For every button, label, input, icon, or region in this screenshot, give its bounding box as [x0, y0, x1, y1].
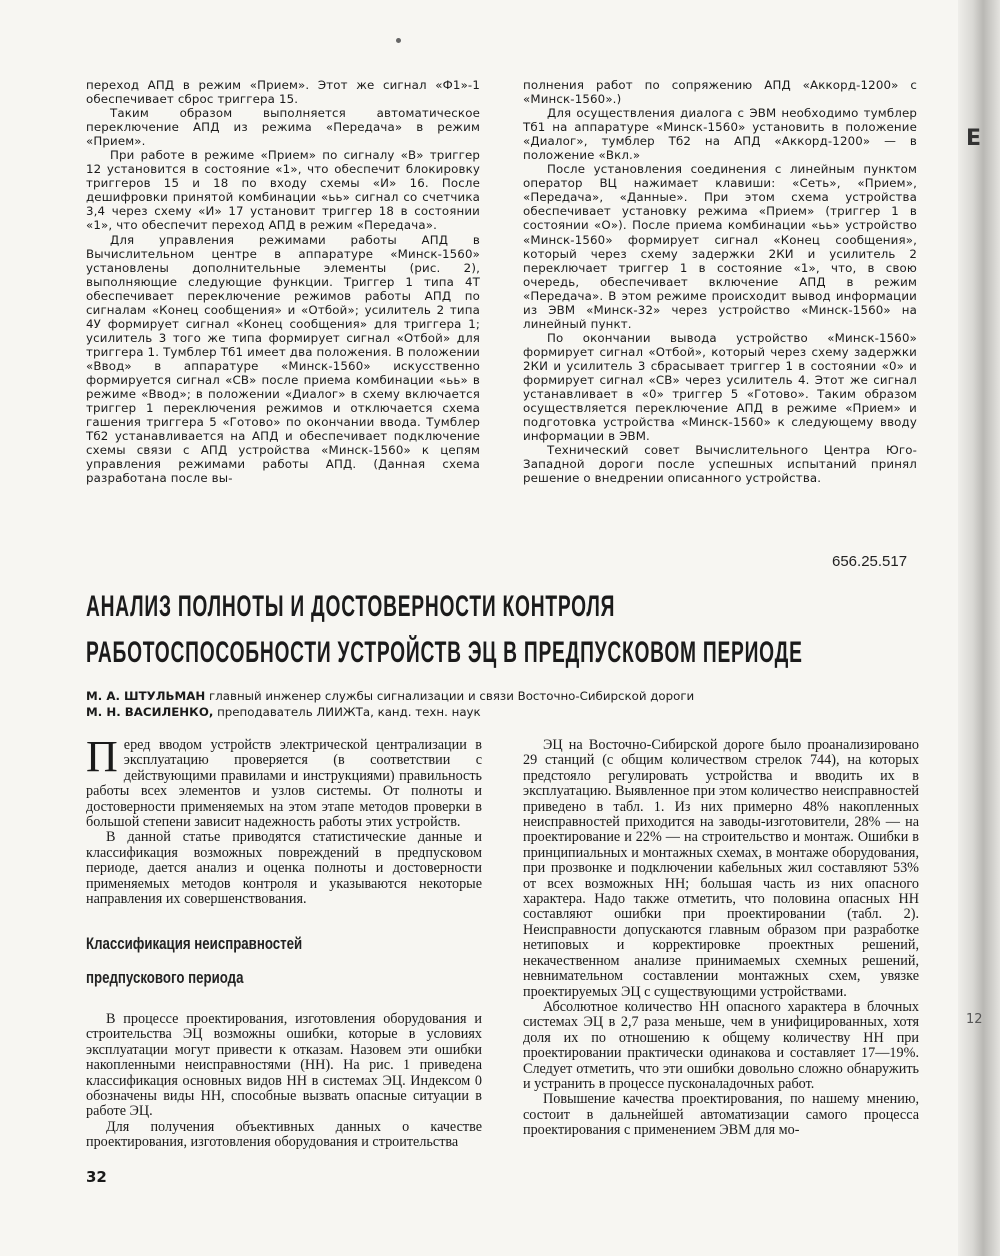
bottom-right-column [523, 738, 919, 1139]
intro-paragraph [86, 732, 482, 831]
intro-text: еред вводом устройств электрической централизации в эксплуатацию проверяется (в соответствии с действующими правилами и инструкциями) правильность работы всех элементов и узлов системы. От полноты и достоверности применяемых на этом этапе методов проверки в большой степени зависит надежность работы этих устройств. [86, 737, 482, 831]
edge-letter: Е [966, 126, 982, 151]
top-right-column [523, 78, 917, 485]
page-number: 32 [86, 1168, 107, 1186]
paragraph: Для осуществления диалога с ЭВМ необходимо тумблер Тб1 на аппаратуре «Минск-1560» установить в положение «Диалог», тумблер Тб2 на АПД «Аккорд-1200» — в положение «Вкл.» [523, 106, 917, 163]
section-heading-line-2: предпускового периода [86, 968, 244, 987]
paragraph: Для управления режимами работы АПД в Вычислительном центре в аппаратуре «Минск-1560» установлены дополнительные элементы (рис. 2), выполняющие следующие функции. Триггер 1 типа 4Т обеспечивает переключение режимов работы АПД по сигналам «Конец сообщения» и «Отбой»; усилитель 2 типа 4У формирует сигнал «Конец сообщения» для триггера 1; усилитель 3 того же типа формирует сигнал «Отбой» для триггера 1. Тумблер Тб1 имеет два положения. В положении «Ввод» в аппаратуре «Минск-1560» искусственно формируется сигнал «СВ» после приема комбинации «ьь» в режиме «Ввод»; в положении «Диалог» в схему включается триггер 1 переключения режимов и отключается схема гашения триггера 5 «Готово» по окончании ввода. Тумблер Тб2 устанавливается на АПД и обеспечивает подключение схемы связи с АПД устройства «Минск-1560» к цепям управления режимами работы АПД. (Данная схема разработана после вы- [86, 232, 480, 486]
paragraph: Для получения объективных данных о качестве проектирования, изготовления оборудования и строительства [86, 1118, 482, 1151]
section-heading-line-1: Классификация неисправностей [86, 934, 303, 953]
author-line [86, 704, 694, 720]
author-name: М. А. ШТУЛЬМАН [86, 689, 206, 703]
authors-block [86, 688, 694, 720]
intro-block [86, 732, 482, 908]
paragraph: Абсолютное количество НН опасного характера в блочных системах ЭЦ в 2,7 раза меньше, чем в унифицированных, хотя доля их по отношению к общему количеству НН при проектировании практически одинакова и составляет 17—19%. Следует отметить, что эти ошибки довольно сложно обнаружить и устранить в процессе пусконаладочных работ. [523, 998, 919, 1092]
bottom-left-column [86, 1012, 482, 1151]
author-role: преподаватель ЛИИЖТа, канд. техн. наук [213, 705, 481, 719]
print-dot [396, 38, 401, 43]
paragraph: После установления соединения с линейным пунктом оператор ВЦ нажимает клавиши: «Сеть», «Прием», «Передача», «Данные». При этом схема устройства обеспечивает установку режима «Прием» (триггер 1 в состоянии «О»). После приема комбинации «ьь» устройство «Минск-1560» формирует сигнал «Конец сообщения», который через схему задержки 2КИ и усилитель 2 переключает триггер 1 в состояние «1», что, в свою очередь, обеспечивает включение АПД в режим «Передача». В этом режиме происходит вывод информации из ЭВМ «Минск-32» через устройство «Минск-1560» на линейный пункт. [523, 162, 917, 331]
article-title-line-1: АНАЛИЗ ПОЛНОТЫ И ДОСТОВЕРНОСТИ КОНТРОЛЯ [86, 590, 616, 623]
drop-cap: П [86, 732, 118, 781]
paragraph: ЭЦ на Восточно-Сибирской дороге было проанализировано 29 станций (с общим количеством стрелок 744), на которых предстояло регулировать устройства и вводить их в эксплуатацию. Выявленное при этом количество неисправностей приведено в табл. 1. Из них примерно 48% накопленных неисправностей приходится на заводы-изготовители, 28% — на проектирование и 22% — на строительство и монтаж. Ошибки в принципиальных и монтажных схемах, в монтаже оборудования, при прозвонке и подключении кабельных жил составляют 53% от всех возможных НН; большая часть из них опасного характера. Надо также отметить, что половина опасных НН составляют ошибки при проектировании (табл. 2). Неисправности допускаются главным образом при разработке нетиповых и корректировке проектных решений, некачественном анализе принимаемых схемных решений, невнимательном составлении монтажных схем, увязке проектируемых ЭЦ с существующими устройствами. [523, 737, 919, 1000]
top-left-column [86, 78, 480, 485]
paragraph: В процессе проектирования, изготовления оборудования и строительства ЭЦ возможны ошибки, которые в условиях эксплуатации могут привести к отказам. Назовем эти ошибки накопленными неисправностями (НН). На рис. 1 приведена классификация основных видов НН в системах ЭЦ. Индексом 0 обозначены виды НН, способные вызвать опасные ситуации в работе ЭЦ. [86, 1011, 482, 1120]
paragraph: Технический совет Вычислительного Центра Юго-Западной дороги после успешных испытаний принял решение о внедрении описанного устройства. [523, 443, 917, 486]
paragraph: Таким образом выполняется автоматическое переключение АПД из режима «Передача» в режим «Прием». [86, 106, 480, 149]
udc-code: 656.25.517 [832, 553, 908, 570]
intro-paragraph: В данной статье приводятся статистические данные и классификация возможных повреждений в предпусковом периоде, дается анализ и оценка полноты и достоверности применяемых методов контроля и указываются некоторые направления их совершенствования. [86, 829, 482, 908]
paragraph: полнения работ по сопряжению АПД «Аккорд-1200» с «Минск-1560».) [523, 78, 917, 107]
paragraph: При работе в режиме «Прием» по сигналу «В» триггер 12 установится в состояние «1», что обеспечит блокировку триггеров 15 и 18 по входу схемы «И» 16. После дешифровки принятой комбинации «ьь» сигнал со счетчика 3,4 через схему «И» 17 установит триггер 18 в состоянии «1», что обеспечит переход АПД в режим «Передача». [86, 148, 480, 233]
paragraph: переход АПД в режим «Прием». Этот же сигнал «Ф1»-1 обеспечивает сброс триггера 15. [86, 78, 480, 107]
author-name: М. Н. ВАСИЛЕНКО, [86, 705, 214, 719]
author-role: главный инженер службы сигнализации и связи Восточно-Сибирской дороги [205, 689, 695, 703]
page-edge-shadow [958, 0, 1000, 1256]
article-title-line-2: РАБОТОСПОСОБНОСТИ УСТРОЙСТВ ЭЦ В ПРЕДПУСКОВОМ ПЕРИОДЕ [86, 636, 803, 669]
paragraph: Повышение качества проектирования, по нашему мнению, состоит в дальнейшей автоматизации самого процесса проектирования с применением ЭВМ для мо- [523, 1091, 919, 1139]
paragraph: По окончании вывода устройство «Минск-1560» формирует сигнал «Отбой», который через схему задержки 2КИ и усилитель 3 сбрасывает триггер 1 в состоянии «0» и формирует сигнал «СВ» через усилитель 4. Этот же сигнал устанавливает в «0» триггер 5 «Готово». Таким образом осуществляется переключение АПД в режиме «Прием» и подготовка устройства «Минск-1560» к следующему вводу информации в ЭВМ. [523, 330, 917, 444]
edge-number: 12 [966, 1012, 983, 1027]
author-line [86, 688, 694, 704]
